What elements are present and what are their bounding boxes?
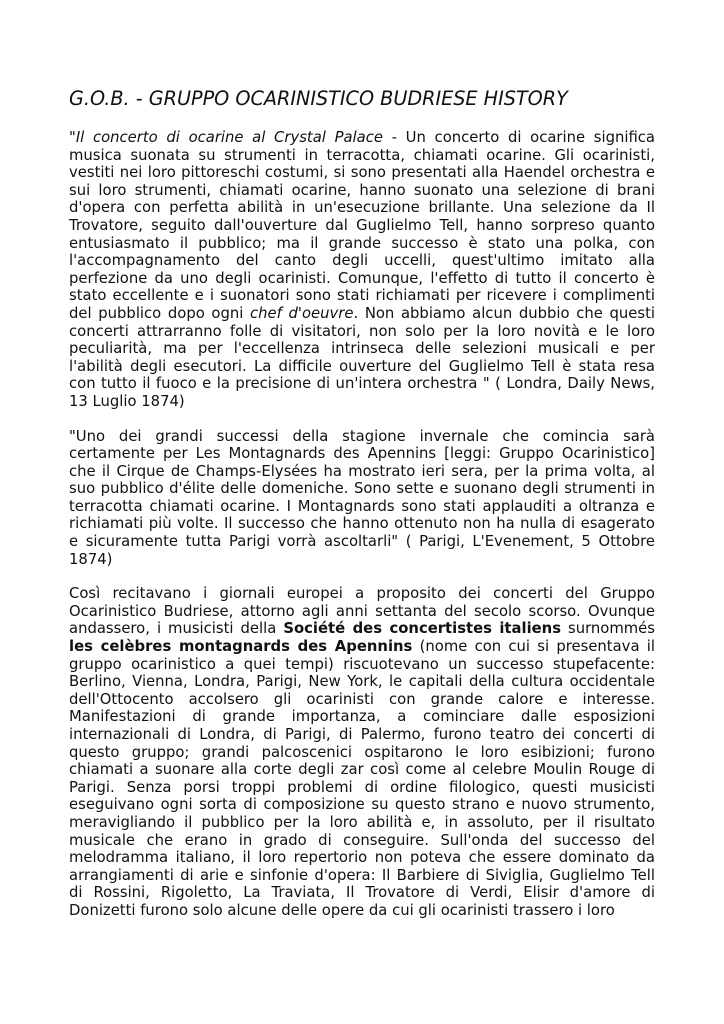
document-page [69,86,655,920]
bold-group-nickname: les celèbres montagnards des Apennins [69,638,413,656]
paragraph-paris-quote: "Uno dei grandi successi della stagione invernale che comincia sarà certamente per Les Montagnards des Apennins [leggi: Gruppo Ocarinistico] che il Cirque de Champs-Elysées ha mostrato ieri sera, per la prima volta, al suo pubblico d'élite delle domeniche. Sono sette e suonano degli strumenti in terracotta chiamati ocarine. I Montagnards sono stati applauditi a oltranza e richiamati più volte. Il successo che hanno ottenuto non ha nulla di esagerato e sicuramente tutta Parigi vorrà ascoltarli" ( Parigi, L'Evenement, 5 Ottobre 1874) [69,427,655,568]
paragraph-text: surnommés [561,620,655,638]
quote-open: " [69,129,76,146]
paragraph-text: Così recitavano i giornali europei a proposito dei concerti del Gruppo Ocarinistico Budriese, attorno agli anni settanta del secolo scorso. Ovunque andassero, i musicisti della [69,585,655,638]
page-title: G.O.B. - GRUPPO OCARINISTICO BUDRIESE HISTORY [69,87,568,110]
paragraph-text: . Non abbiamo alcun dubbio che questi concerti attrarranno folle di visitatori, non solo per la loro novità e le loro peculiarità, ma per l'eccellenza intrinseca delle selezioni musicali e per l'abilità degli esecutori. La difficile ouverture del Guglielmo Tell è stata resa con tutto il fuoco e la precisione di un'intera orchestra " ( Londra, Daily News, 13 Luglio 1874) [69,304,655,410]
paragraph-history [69,585,655,919]
italic-term: chef d'oeuvre [250,304,354,322]
paragraph-crystal-palace [69,129,655,411]
paragraph-text: (nome con cui si presentava il gruppo ocarinistico a quei tempi) riscuotevano un successo stupefacente: Berlino, Vienna, Londra, Parigi, New York, le capitali della cultura occidentale dell'Ottocento accolsero gli ocarinisti con grande calore e interesse. Manifestazioni di grande importanza, a cominciare dalle esposizioni internazionali di Londra, di Parigi, di Palermo, furono teatro dei concerti di questo gruppo; grandi palcoscenici ospitarono le loro esibizioni; furono chiamati a suonare alla corte degli zar così come al celebre Moulin Rouge di Parigi. Senza porsi troppi problemi di ordine filologico, questi musicisti eseguivano ogni sorta di composizione su questo strano e nuovo strumento, meravigliando il pubblico per la loro abilità e, in assoluto, per il risultato musicale che erano in grado di conseguire. Sull'onda del successo del melodramma italiano, il loro repertorio non poteva che essere dominato da arrangiamenti di arie e sinfonie d'opera: Il Barbiere di Siviglia, Guglielmo Tell di Rossini, Rigoletto, La Traviata, Il Trovatore di Verdi, Elisir d'amore di Donizetti furono solo alcune delle opere da cui gli ocarinisti trassero i loro [69,638,655,919]
bold-society-name: Société des concertistes italiens [283,620,562,638]
article-title: Il concerto di ocarine al Crystal Palace [75,129,383,146]
paragraph-text: - Un concerto di ocarine significa musica suonata su strumenti in terracotta, chiamati ocarine. Gli ocarinisti, vestiti nei loro pittoreschi costumi, si sono presentati alla Haendel orchestra e sui loro strumenti, chiamati ocarine, hanno suonato una selezione di brani d'opera con perfetta abilità in un'esecuzione brillante. Una selezione da Il Trovatore, seguito dall'ouverture dal Guglielmo Tell, hanno sorpreso quanto entusiasmato il pubblico; ma il grande successo è stato una polka, con l'accompagnamento del canto degli uccelli, quest'ultimo imitato alla perfezione da uno degli ocarinisti. Comunque, l'effetto di tutto il concerto è stato eccellente e i suonatori sono stati richiamati per ricevere i complimenti del pubblico dopo ogni [69,129,655,322]
